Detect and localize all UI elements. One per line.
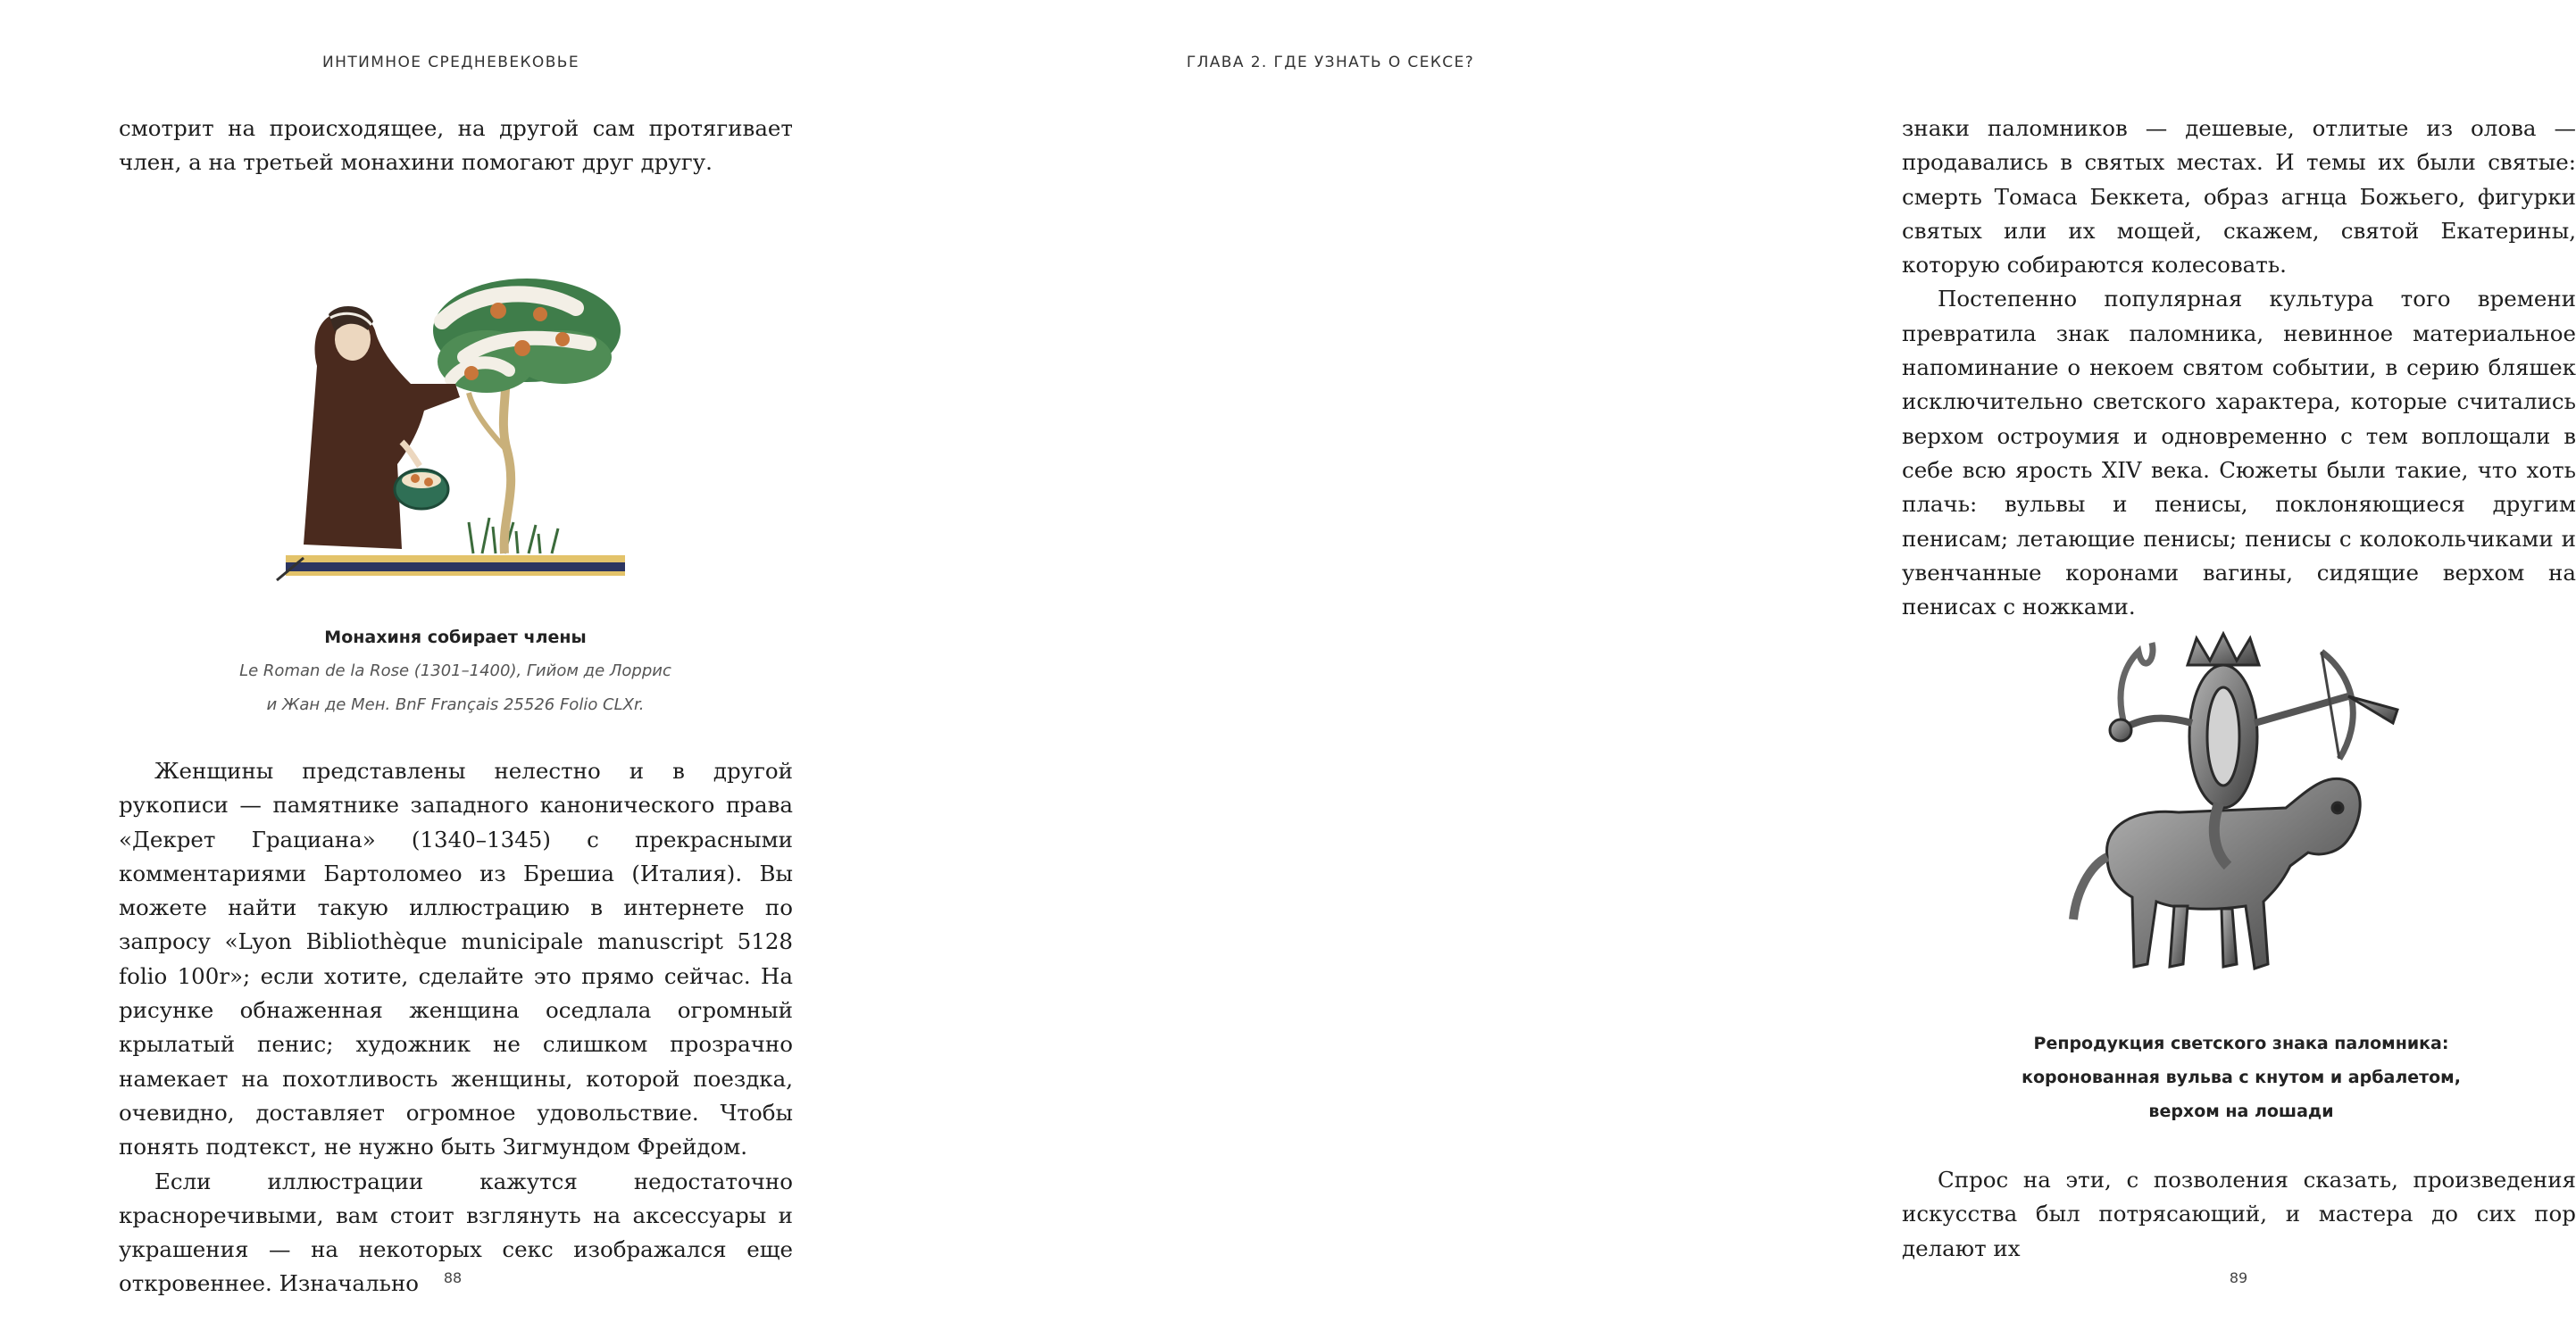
left-body-text (119, 754, 793, 1302)
left-page (0, 0, 893, 1339)
nun-tree-miniature (268, 259, 643, 607)
paragraph: Постепенно популярная культура того времени превратила знак паломника, невинное материальное напоминание о некоем святом событии, в серию бляшек исключительно светского характера, которые считались верхом остроумия и одновременно с тем воплощали в себе всю ярость XIV века. Сюжеты были такие, что хоть плачь: вульвы и пенисы, поклоняющиеся другим пенисам; летающие пенисы; пенисы с колокольчиками и увенчанные коронами вагины, сидящие верхом на пенисах с ножками. (1902, 286, 2576, 620)
paragraph: Спрос на эти, с позволения сказать, произведения искусства был потрясающий, и мастера до сих пор делают их (1902, 1167, 2576, 1261)
caption-line: верхом на лошади (2148, 1102, 2334, 1121)
running-head-right: ГЛАВА 2. ГДЕ УЗНАТЬ О СЕКСЕ? (1186, 54, 1475, 71)
running-head-left: ИНТИМНОЕ СРЕДНЕВЕКОВЬЕ (322, 54, 579, 71)
right-body-text (1902, 1163, 2576, 1266)
paragraph: Женщины представлены нелестно и в другой рукописи — памятнике западного канонического права «Декрет Грациана» (1340–1345) с прекрасными комментариями Бартоломео из Брешиа (Италия). Вы можете найти такую иллюстрацию в интернете по запросу «Lyon Bibliothèque municipale manuscript 5128 folio 100r»; если хотите, сделайте это прямо сейчас. На рисунке обнаженная женщина оседлала огромный крылатый пенис; художник не слишком прозрачно намекает на похотливость женщины, которой поездка, очевидно, доставляет огромное удовольствие. Чтобы понять подтекст, не нужно быть Зигмундом Фрейдом. (119, 758, 793, 1160)
paragraph: смотрит на происходящее, на другой сам протягивает член, а на третьей монахини помогают друг другу. (119, 115, 793, 176)
caption-line: коронованная вульва с кнутом и арбалетом, (2022, 1068, 2461, 1087)
figure-caption-right (2000, 1027, 2482, 1128)
figure-caption-left (205, 620, 705, 722)
caption-line: Репродукция светского знака паломника: (2033, 1034, 2449, 1053)
left-top-text (119, 112, 793, 180)
pilgrim-badge-photo (2054, 625, 2438, 1000)
page-number-right: 89 (2229, 1269, 2248, 1286)
right-page (893, 0, 2576, 1339)
caption-source-line: Le Roman de la Rose (1301–1400), Гийом де Лоррис (239, 661, 671, 680)
caption-source-line: и Жан де Мен. BnF Français 25526 Folio CLXr. (266, 695, 645, 714)
paragraph: знаки паломников — дешевые, отлитые из олова — продавались в святых местах. И темы их были святые: смерть Томаса Беккета, образ агнца Божьего, фигурки святых или их мощей, скажем, святой Екатерины, которую собираются колесовать. (1902, 115, 2576, 279)
caption-title: Монахиня собирает члены (324, 628, 587, 647)
pewter-badge (2054, 625, 2438, 1000)
paragraph: Если иллюстрации кажутся недостаточно красноречивыми, вам стоит взглянуть на аксессуары и украшения — на некоторых секс изображался еще откровеннее. Изначально (119, 1168, 793, 1297)
right-top-text (1902, 112, 2576, 624)
manuscript-illustration (268, 259, 643, 607)
page-number-left: 88 (443, 1269, 463, 1286)
